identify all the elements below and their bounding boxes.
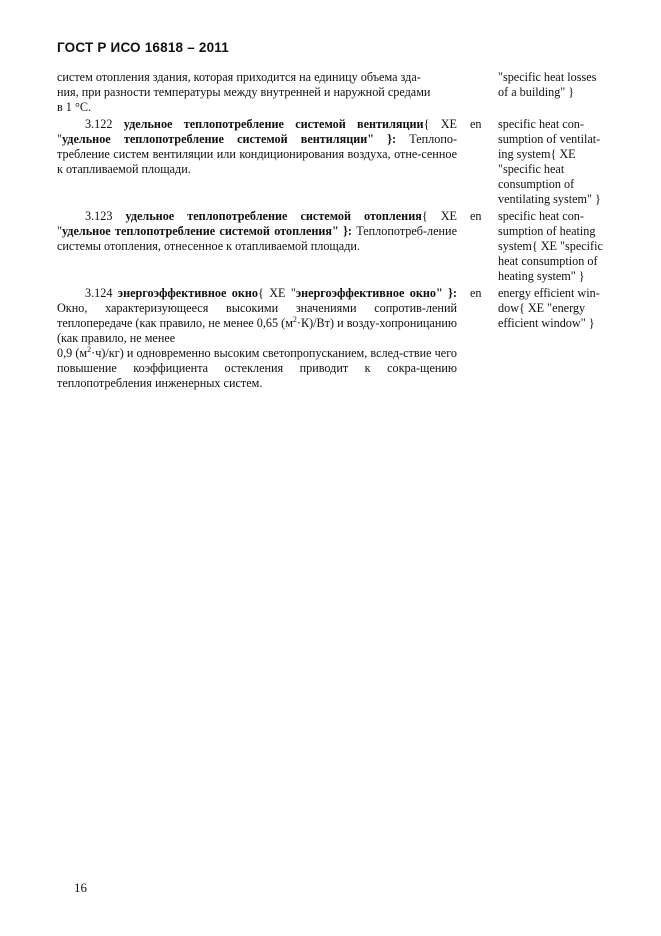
xe-field-open: { XE <box>423 117 457 131</box>
xe-term: энергоэффективное окно <box>295 286 436 300</box>
entry-3-124-en <box>498 286 618 331</box>
xe-quote: " <box>290 286 296 300</box>
term-name: удельное теплопотребление системой вентиляции <box>123 117 424 131</box>
term-paragraph <box>57 286 457 346</box>
page-number: 16 <box>74 880 87 895</box>
term-definition: Теплопо-требление систем вентиляции или кондиционирования воздуха, отне-сенное к отапливаемой площади. <box>57 132 457 176</box>
term-definition-part: 0,9 (м <box>57 346 88 360</box>
superscript: 2 <box>87 344 92 354</box>
term-definition: Теплопотреб-ление системы отопления, отнесенное к отапливаемой площади. <box>57 224 457 253</box>
en-line: of a building" } <box>498 85 575 99</box>
en-line: sumption of heating <box>498 224 596 238</box>
en-line: efficient window" } <box>498 316 595 330</box>
xe-term: удельное теплопотребление системой вентиляции <box>61 132 368 146</box>
superscript: 2 <box>292 314 297 324</box>
term-number: 3.124 <box>85 286 113 300</box>
en-line: specific heat con- <box>498 117 584 131</box>
xe-field-open: { XE <box>421 209 457 223</box>
en-line: energy efficient win- <box>498 286 600 300</box>
entry-continuation-ru <box>57 70 457 115</box>
xe-field-open: { XE <box>257 286 286 300</box>
en-line: consumption of <box>498 177 575 191</box>
term-number: 3.122 <box>85 117 113 131</box>
en-line: system{ XE "specific <box>498 239 603 253</box>
term-number: 3.123 <box>85 209 113 223</box>
en-line: ventilating system" } <box>498 192 601 206</box>
en-line: "specific heat <box>498 162 565 176</box>
en-line: "specific heat losses <box>498 70 597 84</box>
ru-line: систем отопления здания, которая приходится на единицу объема зда- <box>57 70 421 84</box>
term-paragraph <box>57 209 457 254</box>
term-definition-part: ·К)/Вт) и возду-хопроницанию (как правило, не менее <box>57 316 457 345</box>
ru-line: в 1 °С. <box>57 100 91 114</box>
en-line: dow{ XE "energy <box>498 301 586 315</box>
term-paragraph-continuation <box>57 346 457 391</box>
entry-continuation-en <box>498 70 618 100</box>
ru-line: ния, при разности температуры между внутренней и наружной средами <box>57 85 431 99</box>
xe-field-close: " }: <box>367 132 397 146</box>
document-header: ГОСТ Р ИСО 16818 – 2011 <box>57 40 229 55</box>
xe-field-close: " }: <box>332 224 352 238</box>
xe-quote: " <box>57 132 62 146</box>
en-line: heating system" } <box>498 269 585 283</box>
term-definition-part: Окно, характеризующееся высокими значениями сопротив-лений теплопередаче (как правило, не менее 0,65 (м <box>57 301 457 330</box>
xe-term: удельное теплопотребление системой отопления <box>61 224 332 238</box>
entry-3-122-en <box>498 117 618 207</box>
language-tag: en <box>470 209 482 223</box>
term-name: энергоэффективное окно <box>117 286 258 300</box>
en-line: sumption of ventilat- <box>498 132 601 146</box>
entry-3-124-ru <box>57 286 457 391</box>
en-line: specific heat con- <box>498 209 584 223</box>
en-line: ing system{ XE <box>498 147 576 161</box>
entry-3-123-en <box>498 209 618 284</box>
term-definition-part: ·ч)/кг) и одновременно высоким светопропусканием, вслед-ствие чего повышение коэффициента остекления приводит к сокра-щению теплопотребления инженерных систем. <box>57 346 457 390</box>
term-name: удельное теплопотребление системой отопления <box>125 209 422 223</box>
language-tag: en <box>470 117 482 131</box>
entry-3-122-ru <box>57 117 457 177</box>
entry-3-123-ru <box>57 209 457 254</box>
en-line: heat consumption of <box>498 254 598 268</box>
term-paragraph <box>57 117 457 177</box>
xe-quote: " <box>57 224 62 238</box>
xe-field-close: " }: <box>435 286 457 300</box>
language-tag: en <box>470 286 482 300</box>
